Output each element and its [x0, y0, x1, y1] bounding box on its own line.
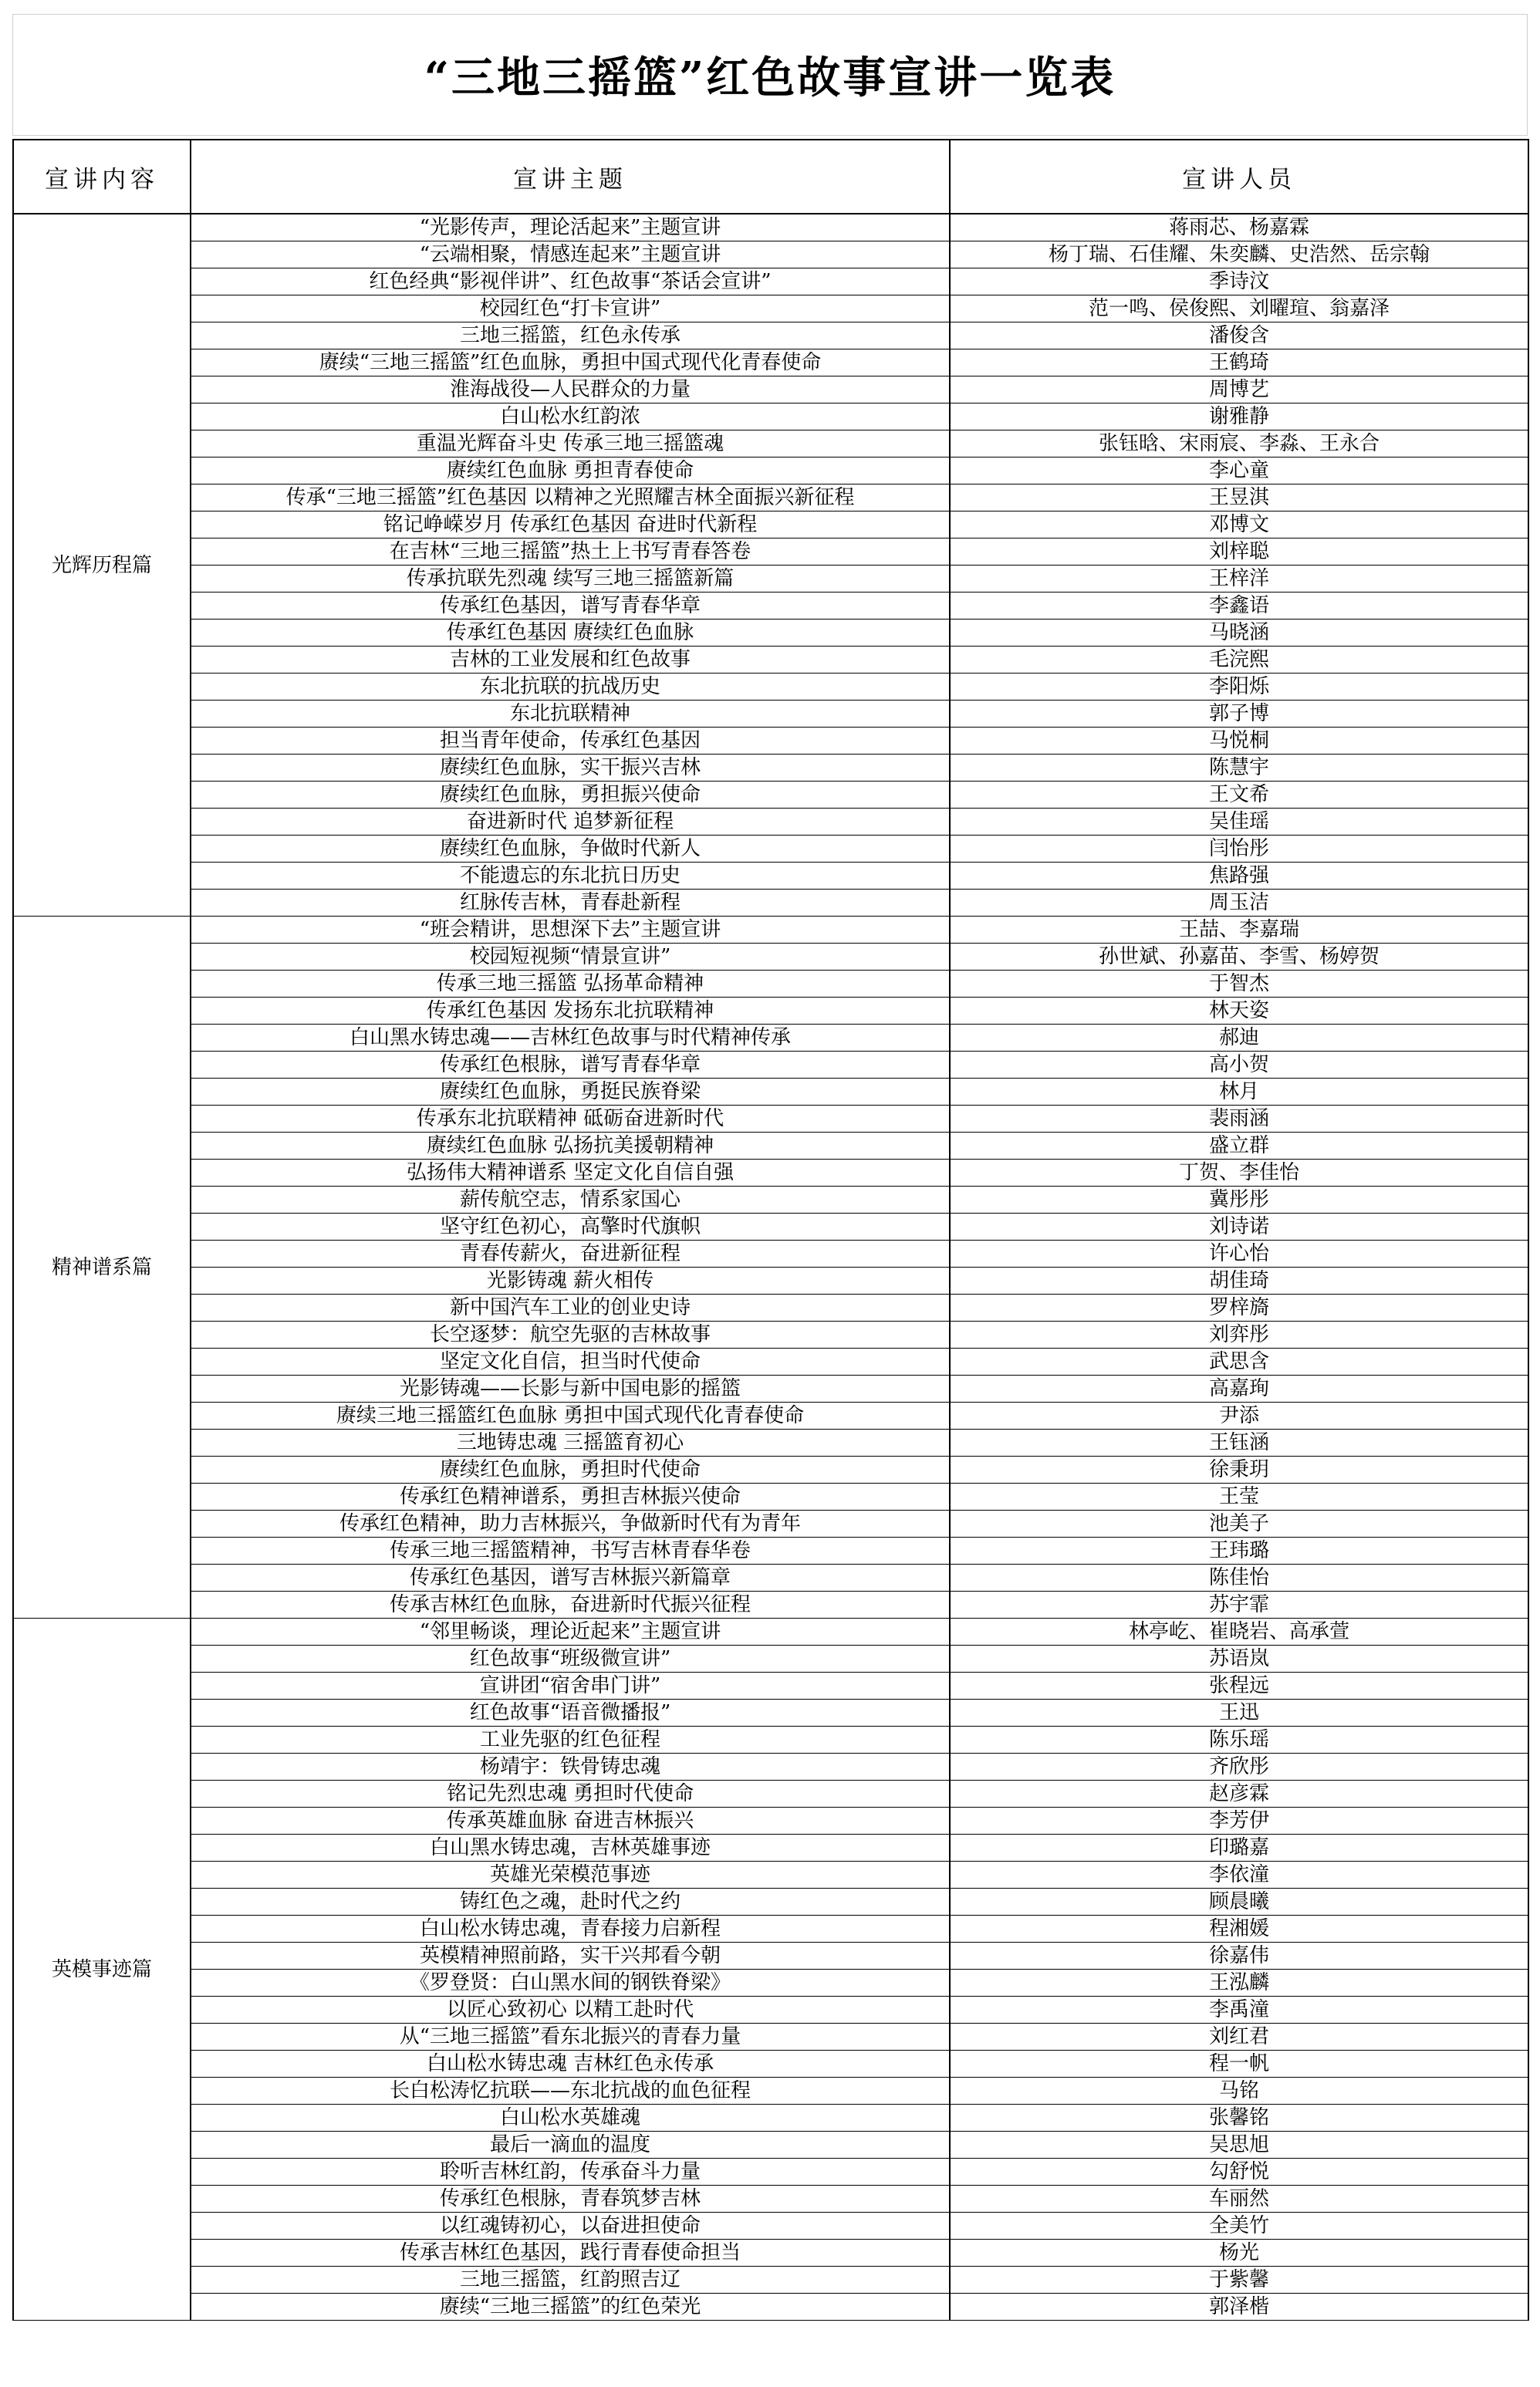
category-cell: 英模事迹篇 — [13, 1619, 191, 2321]
table-row — [13, 295, 1528, 322]
speaker-cell: 陈慧宇 — [950, 755, 1528, 782]
speaker-cell: 王迅 — [950, 1700, 1528, 1727]
speaker-cell: 高嘉珣 — [950, 1376, 1528, 1403]
speaker-cell: 王梓洋 — [950, 566, 1528, 593]
speaker-cell: 郭子博 — [950, 701, 1528, 728]
topic-cell: 红色故事“语音微播报” — [191, 1700, 950, 1727]
table-row — [13, 1835, 1528, 1862]
speaker-cell: 程湘媛 — [950, 1916, 1528, 1943]
table-row — [13, 2105, 1528, 2132]
topic-cell: “邻里畅谈，理论近起来”主题宣讲 — [191, 1619, 950, 1646]
topic-cell: 传承红色基因 赓续红色血脉 — [191, 620, 950, 647]
speaker-cell: 李心童 — [950, 457, 1528, 484]
speaker-cell: 马晓涵 — [950, 620, 1528, 647]
topic-cell: 东北抗联精神 — [191, 701, 950, 728]
table-row — [13, 701, 1528, 728]
table-row — [13, 1970, 1528, 1997]
table-row — [13, 1619, 1528, 1646]
topic-cell: 白山黑水铸忠魂，吉林英雄事迹 — [191, 1835, 950, 1862]
topic-cell: 白山松水英雄魂 — [191, 2105, 950, 2132]
speaker-cell: 裴雨涵 — [950, 1106, 1528, 1133]
speaker-cell: 王钰涵 — [950, 1430, 1528, 1457]
speaker-cell: 吴佳瑶 — [950, 809, 1528, 836]
table-row — [13, 1538, 1528, 1565]
header-speaker: 宣讲人员 — [950, 140, 1528, 214]
table-row — [13, 1025, 1528, 1052]
topic-cell: 白山松水铸忠魂，青春接力启新程 — [191, 1916, 950, 1943]
speaker-cell: 徐秉玥 — [950, 1457, 1528, 1484]
category-cell: 精神谱系篇 — [13, 917, 191, 1619]
topic-cell: 校园短视频“情景宣讲” — [191, 944, 950, 971]
table-header-row — [13, 140, 1528, 214]
topic-cell: 铭记先烈忠魂 勇担时代使命 — [191, 1781, 950, 1808]
speaker-cell: 尹添 — [950, 1403, 1528, 1430]
speaker-cell: 勾舒悦 — [950, 2159, 1528, 2186]
topic-cell: 长空逐梦：航空先驱的吉林故事 — [191, 1322, 950, 1349]
table-row — [13, 1133, 1528, 1160]
topic-cell: 传承红色精神谱系，勇担吉林振兴使命 — [191, 1484, 950, 1511]
speaker-cell: 程一帆 — [950, 2051, 1528, 2078]
topic-cell: 从“三地三摇篮”看东北振兴的青春力量 — [191, 2024, 950, 2051]
table-row — [13, 2051, 1528, 2078]
topic-cell: 校园红色“打卡宣讲” — [191, 295, 950, 322]
topic-cell: “光影传声，理论活起来”主题宣讲 — [191, 214, 950, 241]
topic-cell: 红色故事“班级微宣讲” — [191, 1646, 950, 1673]
speaker-cell: 张钰晗、宋雨宸、李淼、王永合 — [950, 430, 1528, 457]
table-row — [13, 674, 1528, 701]
table-row — [13, 1430, 1528, 1457]
header-topic: 宣讲主题 — [191, 140, 950, 214]
speaker-cell: 杨丁瑞、石佳耀、朱奕麟、史浩然、岳宗翰 — [950, 241, 1528, 268]
table-body — [13, 214, 1528, 2321]
table-row — [13, 1052, 1528, 1079]
speaker-cell: 于智杰 — [950, 971, 1528, 998]
topic-cell: 赓续“三地三摇篮”的红色荣光 — [191, 2294, 950, 2321]
topic-cell: 杨靖宇：铁骨铸忠魂 — [191, 1754, 950, 1781]
topic-cell: 以红魂铸初心，以奋进担使命 — [191, 2213, 950, 2240]
topic-cell: 传承抗联先烈魂 续写三地三摇篮新篇 — [191, 566, 950, 593]
table-row — [13, 403, 1528, 430]
speaker-cell: 郭泽楷 — [950, 2294, 1528, 2321]
speaker-cell: 李鑫语 — [950, 593, 1528, 620]
speaker-cell: 王泓麟 — [950, 1970, 1528, 1997]
topic-cell: 坚定文化自信，担当时代使命 — [191, 1349, 950, 1376]
topic-cell: 传承红色根脉，谱写青春华章 — [191, 1052, 950, 1079]
speaker-cell: 高小贺 — [950, 1052, 1528, 1079]
page-title: “三地三摇篮”红色故事宣讲一览表 — [424, 52, 1116, 103]
table-row — [13, 1754, 1528, 1781]
topic-cell: 赓续红色血脉，勇担时代使命 — [191, 1457, 950, 1484]
table-row — [13, 539, 1528, 566]
speaker-cell: 陈乐瑶 — [950, 1727, 1528, 1754]
table-row — [13, 1700, 1528, 1727]
topic-cell: 三地三摇篮，红韵照吉辽 — [191, 2267, 950, 2294]
topic-cell: 传承三地三摇篮精神，书写吉林青春华卷 — [191, 1538, 950, 1565]
topic-cell: 传承英雄血脉 奋进吉林振兴 — [191, 1808, 950, 1835]
speech-table — [12, 139, 1529, 2321]
topic-cell: 长白松涛忆抗联——东北抗战的血色征程 — [191, 2078, 950, 2105]
speaker-cell: 王莹 — [950, 1484, 1528, 1511]
topic-cell: 重温光辉奋斗史 传承三地三摇篮魂 — [191, 430, 950, 457]
topic-cell: 三地三摇篮，红色永传承 — [191, 322, 950, 349]
table-row — [13, 566, 1528, 593]
speaker-cell: 郝迪 — [950, 1025, 1528, 1052]
topic-cell: 铭记峥嵘岁月 传承红色基因 奋进时代新程 — [191, 512, 950, 539]
speaker-cell: 冀彤彤 — [950, 1187, 1528, 1214]
table-row — [13, 1079, 1528, 1106]
table-row — [13, 1646, 1528, 1673]
topic-cell: 传承东北抗联精神 砥砺奋进新时代 — [191, 1106, 950, 1133]
speaker-cell: 马悦桐 — [950, 728, 1528, 755]
table-row — [13, 1592, 1528, 1619]
speaker-cell: 潘俊含 — [950, 322, 1528, 349]
topic-cell: 在吉林“三地三摇篮”热土上书写青春答卷 — [191, 539, 950, 566]
speaker-cell: 刘诗诺 — [950, 1214, 1528, 1241]
table-row — [13, 2213, 1528, 2240]
table-row — [13, 1457, 1528, 1484]
speaker-cell: 刘梓聪 — [950, 539, 1528, 566]
table-row — [13, 593, 1528, 620]
table-row — [13, 1322, 1528, 1349]
speaker-cell: 王昱淇 — [950, 484, 1528, 512]
table-row — [13, 1160, 1528, 1187]
speaker-cell: 全美竹 — [950, 2213, 1528, 2240]
topic-cell: 白山松水铸忠魂 吉林红色永传承 — [191, 2051, 950, 2078]
table-row — [13, 917, 1528, 944]
table-row — [13, 647, 1528, 674]
speaker-cell: 顾晨曦 — [950, 1889, 1528, 1916]
topic-cell: 赓续红色血脉 勇担青春使命 — [191, 457, 950, 484]
table-row — [13, 2024, 1528, 2051]
topic-cell: 光影铸魂——长影与新中国电影的摇篮 — [191, 1376, 950, 1403]
table-row — [13, 1943, 1528, 1970]
table-row — [13, 1403, 1528, 1430]
table-row — [13, 1916, 1528, 1943]
speaker-cell: 林天姿 — [950, 998, 1528, 1025]
table-row — [13, 457, 1528, 484]
table-row — [13, 1673, 1528, 1700]
table-row — [13, 2078, 1528, 2105]
topic-cell: 赓续红色血脉，勇挺民族脊梁 — [191, 1079, 950, 1106]
topic-cell: 传承红色基因，谱写青春华章 — [191, 593, 950, 620]
table-row — [13, 2294, 1528, 2321]
topic-cell: 铸红色之魂，赴时代之约 — [191, 1889, 950, 1916]
topic-cell: 传承红色基因 发扬东北抗联精神 — [191, 998, 950, 1025]
table-row — [13, 728, 1528, 755]
topic-cell: 赓续红色血脉 弘扬抗美援朝精神 — [191, 1133, 950, 1160]
topic-cell: 赓续三地三摇篮红色血脉 勇担中国式现代化青春使命 — [191, 1403, 950, 1430]
speaker-cell: 盛立群 — [950, 1133, 1528, 1160]
table-row — [13, 268, 1528, 295]
table-row — [13, 1889, 1528, 1916]
speaker-cell: 孙世斌、孙嘉苗、李雪、杨婷贺 — [950, 944, 1528, 971]
topic-cell: 白山黑水铸忠魂——吉林红色故事与时代精神传承 — [191, 1025, 950, 1052]
topic-cell: 新中国汽车工业的创业史诗 — [191, 1295, 950, 1322]
table-row — [13, 782, 1528, 809]
speaker-cell: 苏宇霏 — [950, 1592, 1528, 1619]
topic-cell: 担当青年使命，传承红色基因 — [191, 728, 950, 755]
table-row — [13, 1187, 1528, 1214]
table-row — [13, 322, 1528, 349]
table-row — [13, 1484, 1528, 1511]
speaker-cell: 李阳烁 — [950, 674, 1528, 701]
table-row — [13, 349, 1528, 376]
table-row — [13, 376, 1528, 403]
topic-cell: 传承红色根脉，青春筑梦吉林 — [191, 2186, 950, 2213]
topic-cell: 白山松水红韵浓 — [191, 403, 950, 430]
speaker-cell: 车丽然 — [950, 2186, 1528, 2213]
speaker-cell: 徐嘉伟 — [950, 1943, 1528, 1970]
speaker-cell: 王鹤琦 — [950, 349, 1528, 376]
speaker-cell: 季诗汶 — [950, 268, 1528, 295]
table-row — [13, 755, 1528, 782]
topic-cell: 淮海战役—人民群众的力量 — [191, 376, 950, 403]
table-row — [13, 1727, 1528, 1754]
topic-cell: 英雄光荣模范事迹 — [191, 1862, 950, 1889]
table-row — [13, 620, 1528, 647]
table-row — [13, 1268, 1528, 1295]
table-row — [13, 998, 1528, 1025]
table-row — [13, 836, 1528, 863]
topic-cell: 宣讲团“宿舍串门讲” — [191, 1673, 950, 1700]
table-row — [13, 971, 1528, 998]
topic-cell: 红色经典“影视伴讲”、红色故事“茶话会宣讲” — [191, 268, 950, 295]
speaker-cell: 李芳伊 — [950, 1808, 1528, 1835]
table-row — [13, 1862, 1528, 1889]
topic-cell: 传承吉林红色基因，践行青春使命担当 — [191, 2240, 950, 2267]
speaker-cell: 许心怡 — [950, 1241, 1528, 1268]
category-cell: 光辉历程篇 — [13, 214, 191, 917]
speaker-cell: 王喆、李嘉瑞 — [950, 917, 1528, 944]
speaker-cell: 李禹潼 — [950, 1997, 1528, 2024]
speaker-cell: 李依潼 — [950, 1862, 1528, 1889]
topic-cell: 传承红色基因，谱写吉林振兴新篇章 — [191, 1565, 950, 1592]
table-row — [13, 863, 1528, 890]
table-row — [13, 1106, 1528, 1133]
topic-cell: 东北抗联的抗战历史 — [191, 674, 950, 701]
topic-cell: 赓续红色血脉，争做时代新人 — [191, 836, 950, 863]
speaker-cell: 张程远 — [950, 1673, 1528, 1700]
topic-cell: 英模精神照前路，实干兴邦看今朝 — [191, 1943, 950, 1970]
table-row — [13, 1349, 1528, 1376]
speaker-cell: 王文希 — [950, 782, 1528, 809]
topic-cell: 传承“三地三摇篮”红色基因 以精神之光照耀吉林全面振兴新征程 — [191, 484, 950, 512]
table-row — [13, 1376, 1528, 1403]
topic-cell: 最后一滴血的温度 — [191, 2132, 950, 2159]
table-row — [13, 1808, 1528, 1835]
speaker-cell: 林月 — [950, 1079, 1528, 1106]
speaker-cell: 于紫馨 — [950, 2267, 1528, 2294]
topic-cell: 工业先驱的红色征程 — [191, 1727, 950, 1754]
topic-cell: 吉林的工业发展和红色故事 — [191, 647, 950, 674]
topic-cell: 光影铸魂 薪火相传 — [191, 1268, 950, 1295]
table-row — [13, 809, 1528, 836]
speaker-cell: 赵彦霖 — [950, 1781, 1528, 1808]
speaker-cell: 刘红君 — [950, 2024, 1528, 2051]
table-row — [13, 1511, 1528, 1538]
table-row — [13, 2240, 1528, 2267]
topic-cell: “云端相聚，情感连起来”主题宣讲 — [191, 241, 950, 268]
topic-cell: 薪传航空志，情系家国心 — [191, 1187, 950, 1214]
table-row — [13, 214, 1528, 241]
speaker-cell: 罗梓旖 — [950, 1295, 1528, 1322]
speaker-cell: 周博艺 — [950, 376, 1528, 403]
topic-cell: 传承三地三摇篮 弘扬革命精神 — [191, 971, 950, 998]
speaker-cell: 王玮璐 — [950, 1538, 1528, 1565]
speaker-cell: 丁贺、李佳怡 — [950, 1160, 1528, 1187]
speaker-cell: 张馨铭 — [950, 2105, 1528, 2132]
title-box — [12, 14, 1528, 136]
speaker-cell: 齐欣彤 — [950, 1754, 1528, 1781]
speaker-cell: 周玉洁 — [950, 890, 1528, 917]
topic-cell: 以匠心致初心 以精工赴时代 — [191, 1997, 950, 2024]
table-row — [13, 944, 1528, 971]
speaker-cell: 邓博文 — [950, 512, 1528, 539]
header-content: 宣讲内容 — [13, 140, 191, 214]
table-row — [13, 241, 1528, 268]
speaker-cell: 林亭屹、崔晓岩、高承萱 — [950, 1619, 1528, 1646]
topic-cell: 赓续红色血脉，勇担振兴使命 — [191, 782, 950, 809]
topic-cell: 不能遗忘的东北抗日历史 — [191, 863, 950, 890]
table-row — [13, 2186, 1528, 2213]
topic-cell: 聆听吉林红韵，传承奋斗力量 — [191, 2159, 950, 2186]
speaker-cell: 池美子 — [950, 1511, 1528, 1538]
topic-cell: 奋进新时代 追梦新征程 — [191, 809, 950, 836]
speaker-cell: 谢雅静 — [950, 403, 1528, 430]
speaker-cell: 吴思旭 — [950, 2132, 1528, 2159]
table-row — [13, 2132, 1528, 2159]
speaker-cell: 苏语岚 — [950, 1646, 1528, 1673]
table-row — [13, 430, 1528, 457]
speaker-cell: 毛浣熙 — [950, 647, 1528, 674]
topic-cell: 三地铸忠魂 三摇篮育初心 — [191, 1430, 950, 1457]
table-row — [13, 890, 1528, 917]
speaker-cell: 刘弈彤 — [950, 1322, 1528, 1349]
speaker-cell: 胡佳琦 — [950, 1268, 1528, 1295]
speaker-cell: 陈佳怡 — [950, 1565, 1528, 1592]
topic-cell: 弘扬伟大精神谱系 坚定文化自信自强 — [191, 1160, 950, 1187]
speaker-cell: 武思含 — [950, 1349, 1528, 1376]
speaker-cell: 闫怡彤 — [950, 836, 1528, 863]
speaker-cell: 蒋雨芯、杨嘉霖 — [950, 214, 1528, 241]
topic-cell: 传承红色精神，助力吉林振兴，争做新时代有为青年 — [191, 1511, 950, 1538]
topic-cell: 《罗登贤：白山黑水间的钢铁脊梁》 — [191, 1970, 950, 1997]
table-row — [13, 1997, 1528, 2024]
table-row — [13, 1781, 1528, 1808]
table-row — [13, 512, 1528, 539]
speaker-cell: 印璐嘉 — [950, 1835, 1528, 1862]
speaker-cell: 杨光 — [950, 2240, 1528, 2267]
table-row — [13, 2159, 1528, 2186]
table-row — [13, 1565, 1528, 1592]
topic-cell: 红脉传吉林，青春赴新程 — [191, 890, 950, 917]
topic-cell: 传承吉林红色血脉，奋进新时代振兴征程 — [191, 1592, 950, 1619]
table-row — [13, 1241, 1528, 1268]
topic-cell: 赓续“三地三摇篮”红色血脉，勇担中国式现代化青春使命 — [191, 349, 950, 376]
speaker-cell: 马铭 — [950, 2078, 1528, 2105]
table-row — [13, 484, 1528, 512]
table-row — [13, 2267, 1528, 2294]
topic-cell: 青春传薪火，奋进新征程 — [191, 1241, 950, 1268]
table-row — [13, 1214, 1528, 1241]
speaker-cell: 范一鸣、侯俊熙、刘曜瑄、翁嘉泽 — [950, 295, 1528, 322]
topic-cell: 坚守红色初心，高擎时代旗帜 — [191, 1214, 950, 1241]
table-row — [13, 1295, 1528, 1322]
topic-cell: 赓续红色血脉，实干振兴吉林 — [191, 755, 950, 782]
topic-cell: “班会精讲，思想深下去”主题宣讲 — [191, 917, 950, 944]
speaker-cell: 焦路强 — [950, 863, 1528, 890]
